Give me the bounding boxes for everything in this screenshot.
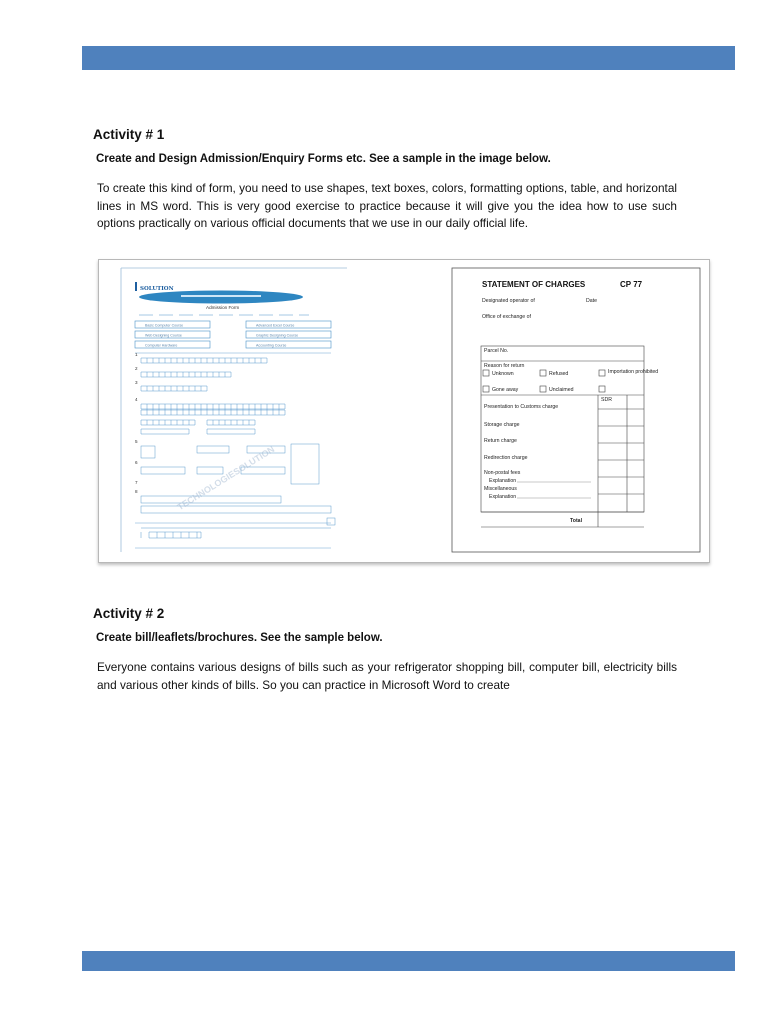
statement-row-2: Storage charge: [484, 422, 520, 428]
form-option-4: Advanced Excel Course: [256, 323, 295, 328]
activity1-subtitle: Create and Design Admission/Enquiry Forms etc. See a sample in the image below.: [96, 153, 551, 165]
statement-total: Total: [570, 518, 583, 524]
statement-title: STATEMENT OF CHARGES: [482, 280, 586, 289]
statement-row-3: Return charge: [484, 438, 517, 444]
statement-importation: Importation prohibited: [608, 369, 659, 375]
svg-text:7: 7: [135, 480, 138, 485]
svg-text:3: 3: [135, 380, 138, 385]
admission-form: [121, 268, 347, 552]
form-title: Admission Form: [206, 305, 240, 310]
svg-text:5: 5: [135, 439, 138, 444]
svg-text:1: 1: [135, 352, 138, 357]
sample-forms-figure: [98, 259, 710, 563]
svg-text:4: 4: [135, 397, 138, 402]
statement-date: Date: [586, 298, 597, 304]
activity1-heading: Activity # 1: [93, 127, 165, 142]
form-logo: SOLUTION: [140, 286, 174, 292]
activity2-heading: Activity # 2: [93, 606, 165, 621]
statement-unclaimed: Unclaimed: [549, 387, 574, 393]
footer-band: [82, 951, 735, 971]
figure-watermark: TECHNOLOGIESOLUTION: [175, 444, 277, 513]
form-option-5: Graphic Designing Course: [256, 333, 299, 338]
form-option-1: Basic Computer Course: [145, 323, 184, 328]
statement-reason: Reason for return: [484, 363, 525, 369]
statement-row-4: Redirection charge: [484, 455, 528, 461]
statement-office: Office of exchange of: [482, 314, 531, 320]
statement-parcel: Parcel No.: [484, 348, 509, 354]
statement-designated: Designated operator of: [482, 298, 535, 304]
svg-text:6: 6: [135, 460, 138, 465]
statement-row-5: Non-postal fees: [484, 470, 521, 476]
form-option-6: Accounting Course: [256, 343, 287, 348]
form-option-2: Web Designing Course: [145, 333, 182, 338]
statement-code: CP 77: [620, 280, 643, 289]
statement-row-8: Explanation: [489, 494, 517, 500]
statement-refused: Refused: [549, 371, 569, 377]
statement-of-charges: [452, 268, 700, 552]
statement-row-7: Miscellaneous: [484, 486, 517, 492]
statement-gone-away: Gone away: [492, 387, 519, 393]
svg-text:2: 2: [135, 366, 138, 371]
statement-row-6: Explanation: [489, 478, 517, 484]
activity2-subtitle: Create bill/leaflets/brochures. See the sample below.: [96, 632, 383, 644]
statement-unknown: Unknown: [492, 371, 514, 377]
activity2-body: Everyone contains various designs of bills such as your refrigerator shopping bill, computer bill, electricity bills and various other kinds of bills. So you can practice in Microsoft Word to create: [97, 660, 677, 692]
form-option-3: Computer Hardware: [145, 343, 178, 348]
header-band: [82, 46, 735, 70]
statement-row-1: Presentation to Customs charge: [484, 404, 559, 410]
sample-forms-svg: [99, 260, 709, 562]
statement-sdr: SDR: [601, 397, 612, 403]
activity1-body: To create this kind of form, you need to use shapes, text boxes, colors, formatting options, table, and horizontal lines in MS word. This is very good exercise to practice because it will give you the idea how to use such options practically on various official documents that we use in our daily official life.: [97, 181, 677, 230]
svg-text:8: 8: [135, 489, 138, 494]
